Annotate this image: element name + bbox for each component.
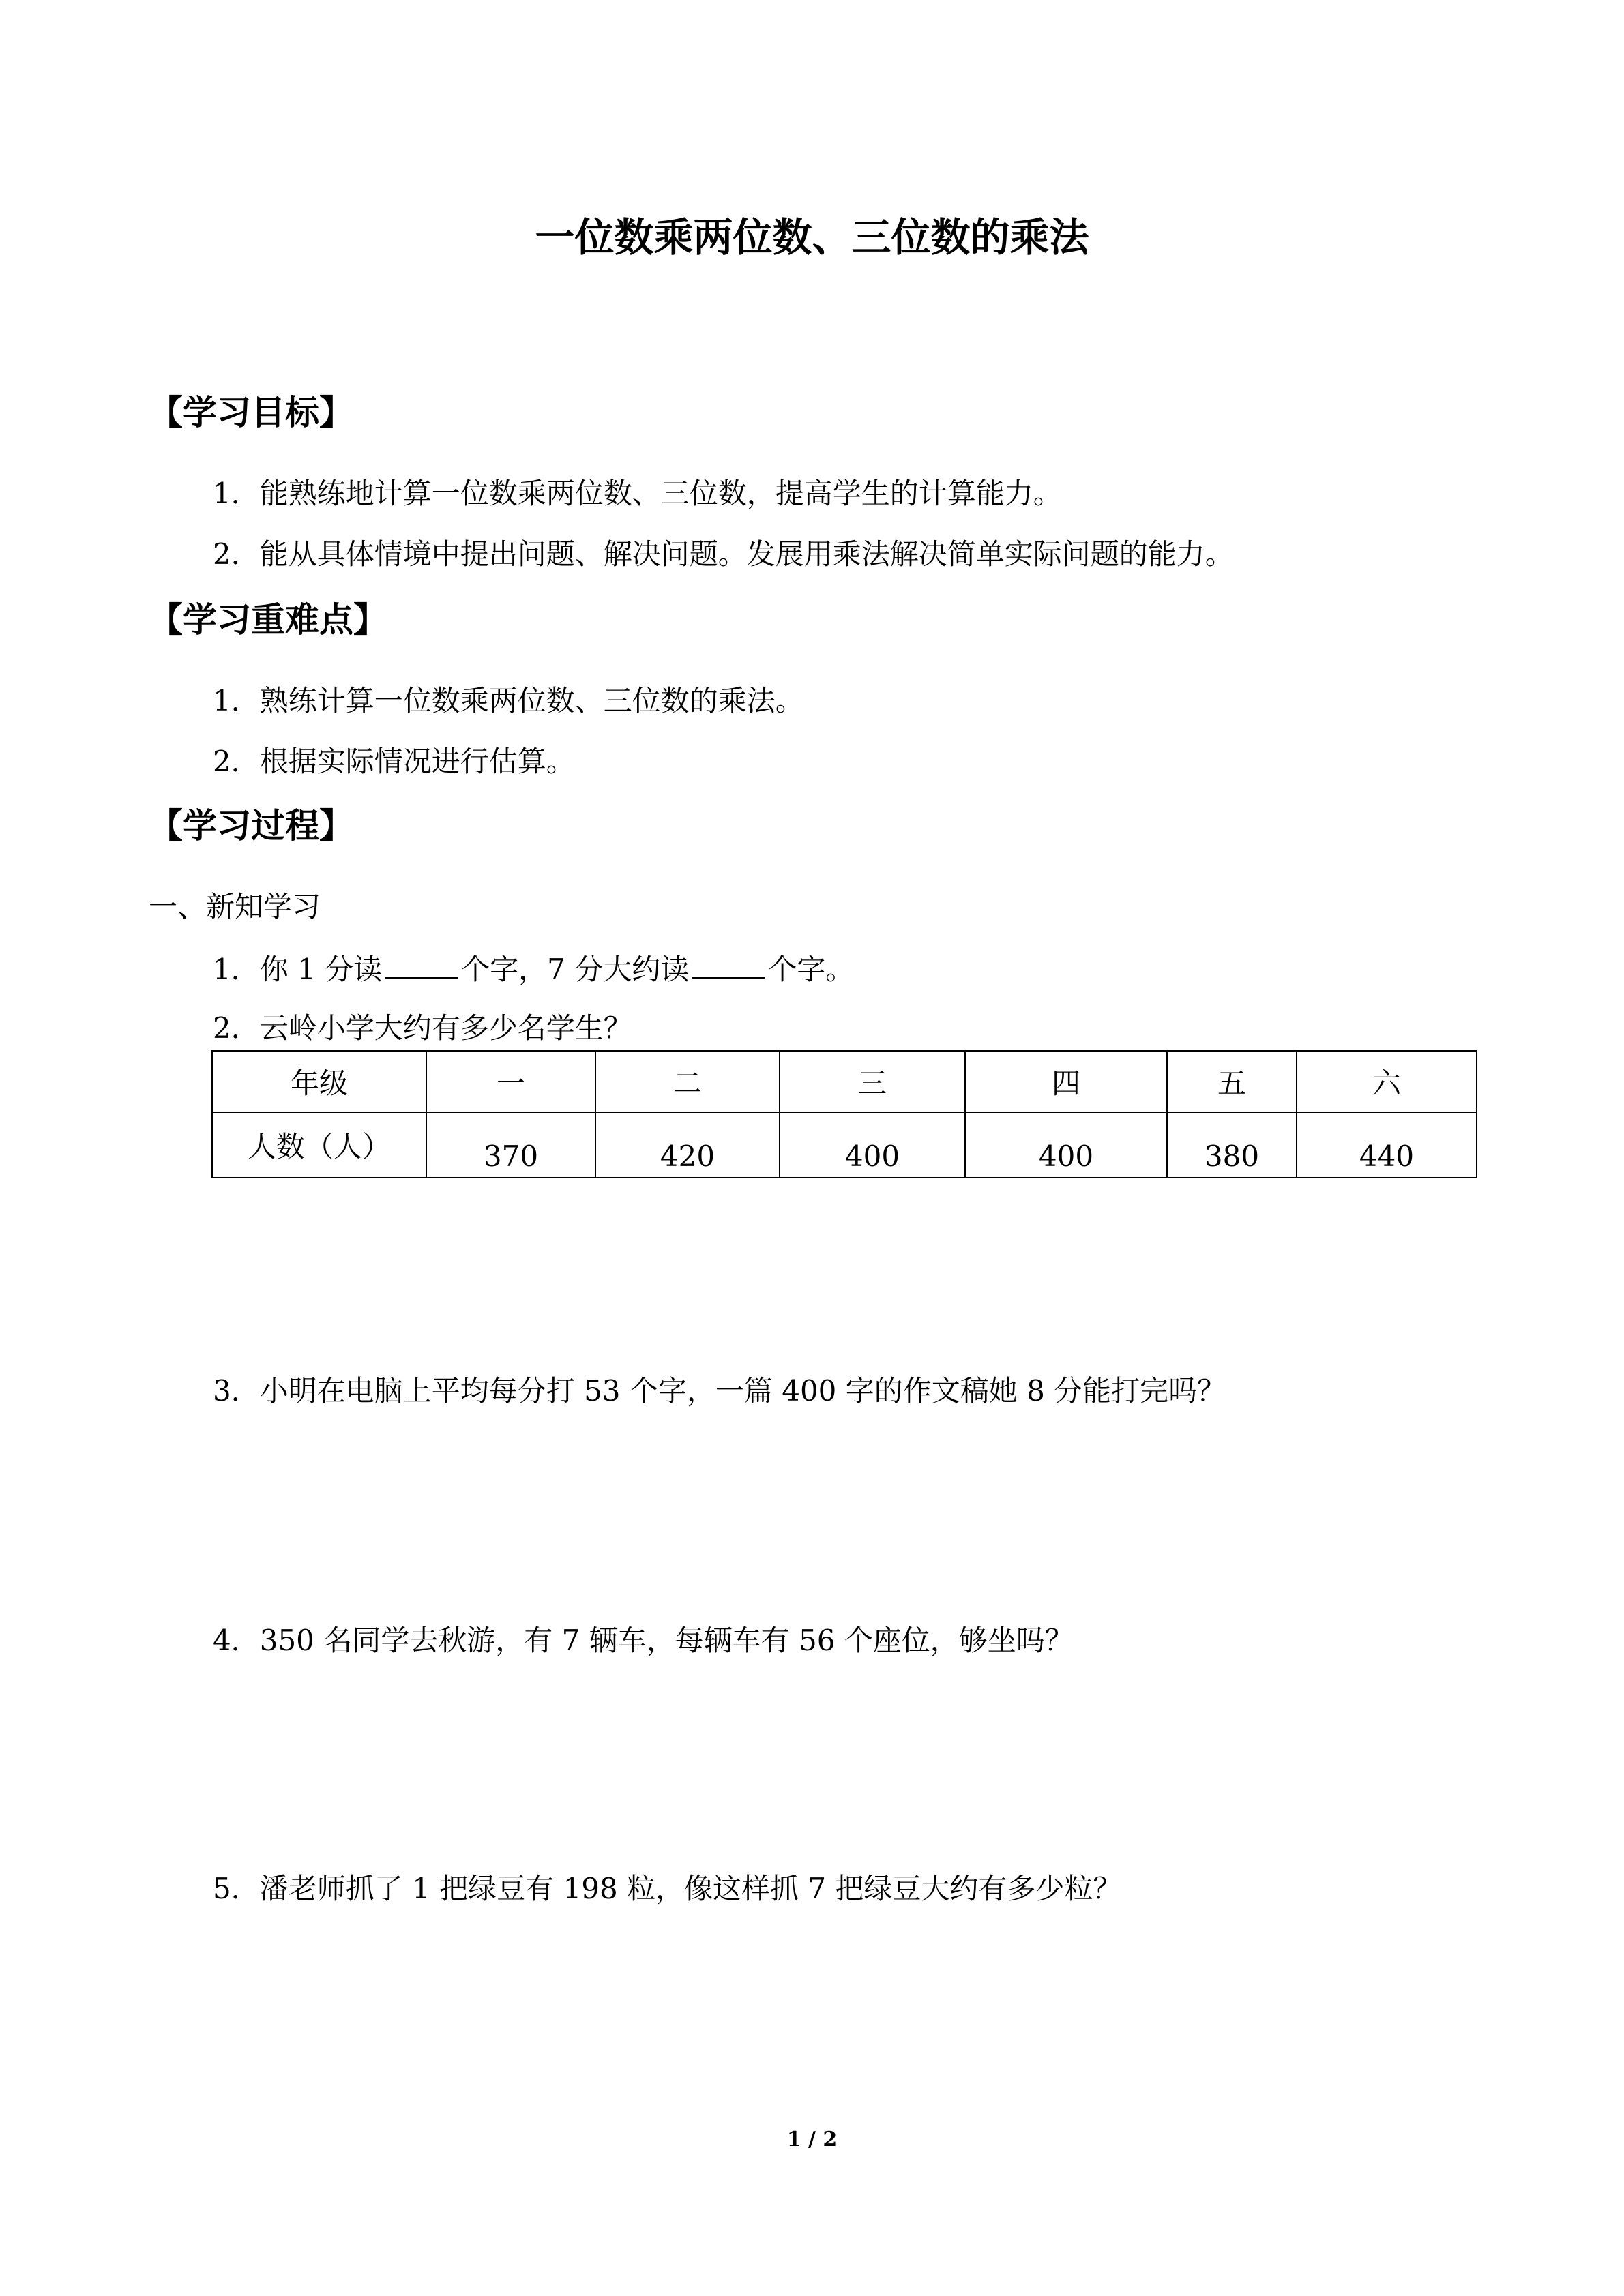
goal-item-2: 2．能从具体情境中提出问题、解决问题。发展用乘法解决简单实际问题的能力。 [213, 537, 1234, 571]
question-1 [213, 949, 854, 990]
table-cell: 370 [426, 1112, 595, 1178]
table-header-row [212, 1051, 1477, 1112]
table-cell: 400 [965, 1112, 1167, 1178]
table-header-cell: 六 [1297, 1051, 1477, 1112]
table-header-cell: 五 [1167, 1051, 1297, 1112]
table-cell: 440 [1297, 1112, 1477, 1178]
table-cell: 400 [780, 1112, 965, 1178]
table-header-cell: 一 [426, 1051, 595, 1112]
question-1-text-c: 个字。 [768, 953, 855, 986]
table-row [212, 1112, 1477, 1178]
question-4: 4．350 名同学去秋游，有 7 辆车，每辆车有 56 个座位，够坐吗？ [213, 1624, 1074, 1657]
question-3: 3．小明在电脑上平均每分打 53 个字，一篇 400 字的作文稿她 8 分能打完吗？ [213, 1374, 1226, 1407]
table-header-cell: 三 [780, 1051, 965, 1112]
question-5: 5．潘老师抓了 1 把绿豆有 198 粒，像这样抓 7 把绿豆大约有多少粒？ [213, 1872, 1122, 1905]
table-cell: 380 [1167, 1112, 1297, 1178]
table-header-cell: 二 [595, 1051, 780, 1112]
answer-blank-2[interactable] [692, 950, 765, 979]
section-heading-process: 【学习过程】 [149, 806, 353, 846]
key-point-item-2: 2．根据实际情况进行估算。 [213, 745, 575, 778]
key-point-item-1: 1．熟练计算一位数乘两位数、三位数的乘法。 [213, 684, 804, 717]
question-1-text-a: 1．你 1 分读 [213, 953, 383, 986]
table-cell: 420 [595, 1112, 780, 1178]
page-number: 1 / 2 [786, 2128, 838, 2151]
question-1-text-b: 个字，7 分大约读 [461, 953, 690, 986]
answer-blank-1[interactable] [385, 950, 458, 979]
table-header-cell: 年级 [212, 1051, 426, 1112]
page-title: 一位数乘两位数、三位数的乘法 [535, 214, 1089, 260]
part-heading-new-knowledge: 一、新知学习 [149, 890, 321, 923]
table-cell: 人数（人） [212, 1112, 426, 1178]
section-heading-goals: 【学习目标】 [149, 393, 353, 432]
student-count-table [211, 1050, 1477, 1178]
goal-item-1: 1．能熟练地计算一位数乘两位数、三位数，提高学生的计算能力。 [213, 477, 1062, 510]
section-heading-key-points: 【学习重难点】 [149, 600, 387, 640]
question-2: 2．云岭小学大约有多少名学生？ [213, 1011, 632, 1045]
table-header-cell: 四 [965, 1051, 1167, 1112]
